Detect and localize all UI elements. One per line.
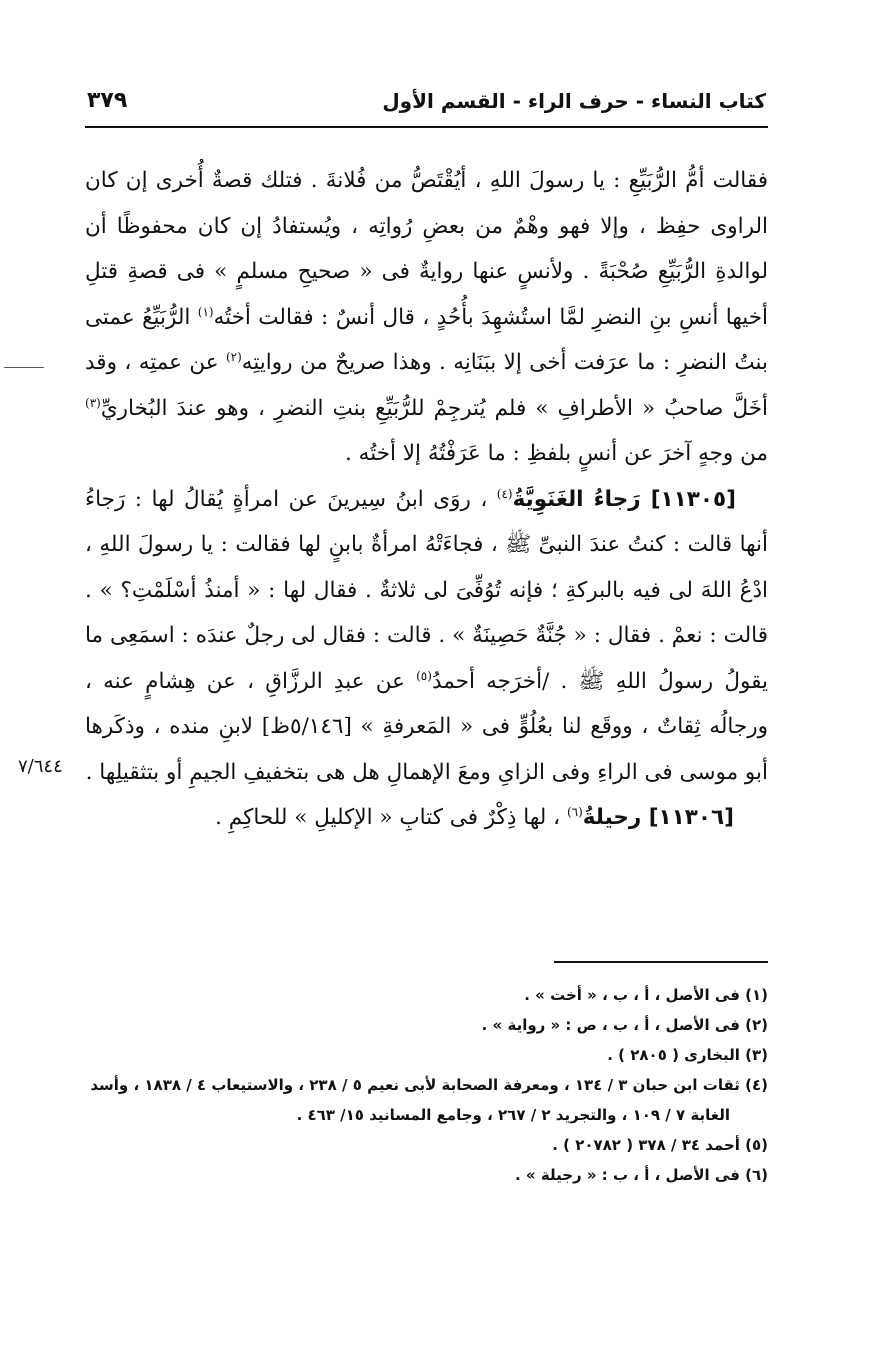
footnote-3: (٣) البخارى ( ٢٨٠٥ ) . <box>607 1046 768 1064</box>
entry-heading-11305: [١١٣٠٥] رَجاءُ الغَنَوِيَّةُ <box>512 486 736 512</box>
footnote-ref-4: (٤) <box>496 486 513 501</box>
intro-paragraph <box>85 158 768 477</box>
main-text <box>85 158 768 841</box>
intro-text-2: الرُّبَيِّعُ عمتى بنتُ النضرِ : ما عرَفت أخى إلا ببَنَانِه . وهذا صريحٌ من روايتِه <box>85 304 768 375</box>
entry-heading-11306: [١١٣٠٦] رحيلةُ <box>582 805 734 830</box>
page-number: ٣٧٩ <box>87 88 128 113</box>
footnote-1: (١) فى الأصل ، أ ، ب ، « أخت » . <box>524 986 768 1004</box>
entry-11306 <box>85 795 768 841</box>
intro-text-3: عن عمتِه ، وقد أخَلَّ صاحبُ « الأطرافِ » فلم يُترجِمْ للرُّبَيِّعِ بنتِ النضرِ ، وهو عندَ البُخاريِّ <box>85 350 768 421</box>
footnote-ref-2: (٢) <box>225 349 242 364</box>
footnote-5: (٥) أحمد ٣٤ / ٣٧٨ ( ٢٠٧٨٢ ) . <box>552 1136 768 1154</box>
footnote-ref-5: (٥) <box>416 668 432 683</box>
footnote-6: (٦) فى الأصل ، أ ، ب : « رجيلة » . <box>515 1166 768 1184</box>
entry-text-11305-cont: عن عبدِ الرزَّاقِ ، عن هِشامٍ عنه ، ورجالُه ثِقاتٌ ، ووقَع لنا بعُلُوٍّ فى « المَعرفةِ » [٥/١٤٦ظ] لابنِ منده ، وذكَرها أبو موسى فى الراءِ وفى الزاىِ ومعَ الإهمالِ هل هى بتخفيفِ الجيمِ أو بتثقيلِها . <box>85 668 768 785</box>
margin-volume-reference: ٧/٦٤٤ <box>18 756 63 777</box>
running-title: كتاب النساء - حرف الراء - القسم الأول <box>382 89 766 113</box>
margin-mark <box>4 367 44 368</box>
footnote-4: (٤) ثقات ابن حبان ٣ / ١٣٤ ، ومعرفة الصحابة لأبى نعيم ٥ / ٢٣٨ ، والاستيعاب ٤ / ١٨٣٨ ، وأسد الغابة ٧ / ١٠٩ ، والتجريد ٢ / ٢٦٧ ، وجامع المسانيد ١٥/ ٤٦٣ . <box>90 1076 768 1124</box>
footnotes <box>60 980 768 1190</box>
footnote-2: (٢) فى الأصل ، أ ، ب ، ص : « رواية » . <box>481 1016 768 1034</box>
footnote-separator <box>554 961 768 963</box>
footnote-ref-6: (٦) <box>566 804 583 819</box>
entry-text-11306: ، لها ذِكْرٌ فى كتابِ « الإكليلِ » للحاكِمِ . <box>215 805 567 830</box>
entry-11305 <box>85 477 768 796</box>
page-header <box>85 86 768 128</box>
footnote-ref-1: (١) <box>197 304 214 319</box>
entry-text-11305: ، روَى ابنُ سِيرينَ عن امرأةٍ يُقالُ لها : رَجاءُ أنها قالت : كنتُ عندَ النبىِّ ﷺ ، فجاءَتْهُ امرأةٌ بابنٍ لها فقالت : يا رسولَ اللهِ ، ادْعُ اللهَ لى فيه بالبركةِ ؛ فإنه تُوُفِّىَ لى ثلاثةٌ . فقال لها : « أمنذُ أسْلَمْتِ؟ » . قالت : نعمْ . فقال : « جُنَّةٌ حَصِينَةٌ » . قالت : فقال لى رجلٌ عندَه : اسمَعِى ما يقولُ رسولُ اللهِ ﷺ . /أخرَجه أحمدُ <box>85 486 768 694</box>
intro-text-1: فقالت أمُّ الرُّبَيِّعِ : يا رسولَ اللهِ ، أيُقْتَصُّ من فُلانةَ . فتلك قصةٌ أُخرى إن كان الراوى حفِظ ، وإلا فهو وهْمٌ من بعضِ رُواتِه ، ويُستفادُ إن كان محفوظًا أن لوالدةِ الرُّبَيِّعِ صُحْبَةً . ولأنسٍ عنها روايةٌ فى « صحيحِ مسلمٍ » فى قصةِ قتلِ أخيها أنسِ بنِ النضرِ لمَّا استُشهِدَ بأُحُدٍ ، قال أنسٌ : فقالت أختُه <box>85 168 768 330</box>
intro-text-4: من وجهٍ آخرَ عن أنسٍ بلفظِ : ما عَرَفْتُهُ إلا أختُه . <box>345 441 768 466</box>
footnote-ref-3: (٣) <box>85 395 101 410</box>
